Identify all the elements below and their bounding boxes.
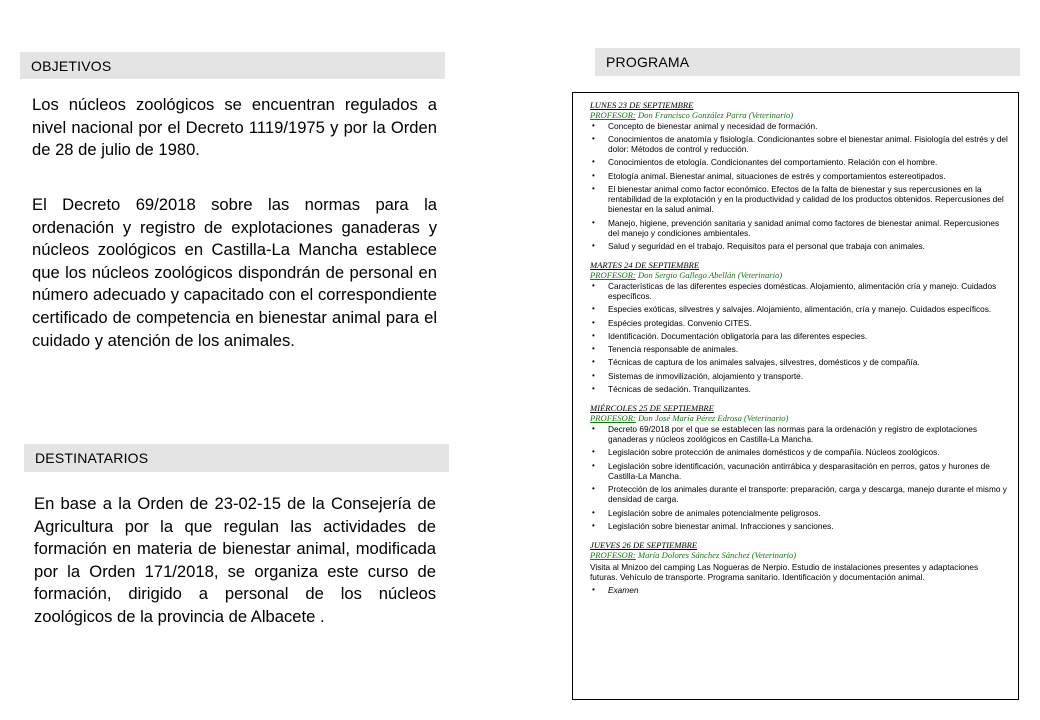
bullet-icon: • (592, 447, 595, 457)
objetivos-paragraph-2: El Decreto 69/2018 sobre las normas para la ordenación y registro de explotaciones ganaderas y núcleos zoológicos en Castilla-La Mancha establece que los núcleos zoológicos dispondrán de personal en número adecuado y capacitado con el correspondiente certificado de competencia en bienestar animal para el cuidado y atención de los animales. (32, 195, 437, 350)
bullet-icon: • (592, 317, 595, 327)
list-item-text: Identificación. Documentación obligatoria para las diferentes especies. (608, 330, 868, 341)
day-professor (590, 413, 1008, 424)
list-item-text: Legislación sobre identificación, vacunación antirrábica y desparasitación en perros, gatos y hurones de Castilla-La Mancha. (608, 460, 990, 481)
day-wednesday (590, 403, 1008, 531)
bullet-icon: • (592, 520, 595, 530)
professor-label: PROFESOR: (590, 550, 636, 561)
list-item-text: Legislación sobre de animales potencialmente peligrosos. (608, 507, 821, 518)
topic-list (590, 281, 1008, 394)
list-item-text: Sistemas de inmovilización, alojamiento y transporte. (608, 370, 804, 381)
list-item-text: Protección de los animales durante el transporte: preparación, carga y descarga, manejo durante el mismo y densidad de carga. (608, 484, 1007, 505)
professor-name: Don José María Pérez Edrosa (Veterinario) (635, 413, 789, 424)
list-item (590, 281, 1008, 301)
bullet-icon: • (592, 584, 595, 594)
destinatarios-title: DESTINATARIOS (35, 450, 149, 466)
objetivos-title: OBJETIVOS (31, 58, 112, 74)
day-monday (590, 100, 1008, 251)
list-item (590, 318, 1008, 328)
topic-list (590, 585, 1008, 595)
list-item (590, 371, 1008, 381)
list-item-text: Concepto de bienestar animal y necesidad de formación. (608, 120, 818, 131)
list-item-text: Legislación sobre protección de animales domésticos y de compañía. Núcleos zoológicos. (608, 447, 940, 458)
list-item-text: Técnicas de captura de los animales salvajes, silvestres, domésticos y de compañía. (608, 357, 920, 368)
list-item-text: Legislación sobre bienestar animal. Infracciones y sanciones. (608, 520, 834, 531)
professor-name: María Dolores Sánchez Sánchez (Veterinario) (635, 550, 797, 561)
list-item-text: Tenencia responsable de animales. (608, 344, 739, 355)
bullet-icon: • (592, 484, 595, 494)
professor-name: Don Francisco González Parra (Veterinario) (635, 110, 794, 120)
list-item-text: Conocimientos de etología. Condicionantes del comportamiento. Relación con el hombre. (608, 157, 938, 168)
bullet-icon: • (592, 170, 595, 180)
programa-header (595, 48, 1020, 76)
day-title: MARTES 24 DE SEPTIEMBRE (590, 260, 700, 271)
list-item-text: Etología animal. Bienestar animal, situaciones de estrés y comportamientos estereotipados. (608, 170, 946, 181)
list-item (590, 171, 1008, 181)
bullet-icon: • (592, 384, 595, 394)
list-item (590, 585, 1008, 595)
destinatarios-paragraph: En base a la Orden de 23-02-15 de la Consejería de Agricultura por la que regulan las actividades de formación en materia de bienestar animal, modificada por la Orden 171/2018, se organiza este curso de formación, dirigido a personal de los núcleos zoológicos de la provincia de Albacete . (34, 494, 436, 626)
list-item (590, 121, 1008, 131)
bullet-icon: • (592, 330, 595, 340)
day-title: LUNES 23 DE SEPTIEMBRE (590, 100, 694, 110)
list-item (590, 184, 1008, 215)
list-item-text: Técnicas de sedación. Tranquilizantes. (608, 384, 751, 395)
list-item-text: Conocimientos de anatomía y fisiología. Condicionantes sobre el bienestar animal. Fisiología del estrés y del dolor: Métodos de control y reducción. (608, 133, 1008, 154)
professor-label: PROFESOR: (590, 270, 636, 281)
bullet-icon: • (592, 133, 595, 143)
day-professor (590, 110, 1008, 121)
objetivos-header (20, 52, 445, 79)
bullet-icon: • (592, 357, 595, 367)
professor-name: Don Sergio Gallego Abellán (Veterinario) (635, 270, 783, 281)
list-item (590, 157, 1008, 167)
day-description: Visita al Mnizoo del camping Las Nogueras de Nerpio. Estudio de instalaciones presentes y adaptaciones futuras. Vehículo de transporte. Programa sanitario. Identificación y documentación animal. (590, 561, 979, 582)
list-item (590, 218, 1008, 238)
list-item (590, 241, 1008, 251)
bullet-icon: • (592, 217, 595, 227)
list-item (590, 357, 1008, 367)
day-tuesday (590, 260, 1008, 394)
list-item-text: Examen (608, 584, 639, 595)
bullet-icon: • (592, 423, 595, 433)
list-item (590, 508, 1008, 518)
topic-list (590, 121, 1008, 252)
bullet-icon: • (592, 507, 595, 517)
day-title: JUEVES 26 DE SEPTIEMBRE (590, 540, 698, 551)
list-item-text: Especies exóticas, silvestres y salvajes. Alojamiento, alimentación, cría y manejo. Cuidados específicos. (608, 304, 992, 315)
list-item (590, 424, 1008, 444)
bullet-icon: • (592, 370, 595, 380)
bullet-icon: • (592, 344, 595, 354)
bullet-icon: • (592, 183, 595, 193)
list-item (590, 461, 1008, 481)
list-item-text: Decreto 69/2018 por el que se establecen las normas para la ordenación y registro de explotaciones ganaderas y núcleos zoológicos en Castilla-La Mancha. (608, 423, 977, 444)
list-item (590, 521, 1008, 531)
day-thursday (590, 540, 1008, 595)
bullet-icon: • (592, 120, 595, 130)
destinatarios-header (24, 444, 449, 472)
list-item (590, 304, 1008, 314)
list-item-text: Características de las diferentes especies domésticas. Alojamiento, alimentación cría y manejo. Cuidados específicos. (608, 280, 997, 301)
list-item (590, 344, 1008, 354)
list-item-text: Salud y seguridad en el trabajo. Requisitos para el personal que trabaja con animales. (608, 241, 925, 252)
day-professor (590, 550, 1008, 561)
programa-title: PROGRAMA (606, 54, 690, 70)
bullet-icon: • (592, 304, 595, 314)
professor-label: PROFESOR: (590, 413, 636, 424)
list-item (590, 484, 1008, 504)
bullet-icon: • (592, 241, 595, 251)
list-item (590, 331, 1008, 341)
bullet-icon: • (592, 280, 595, 290)
list-item-text: Manejo, higiene, prevención sanitaria y sanidad animal como factores de bienestar animal. Repercusiones del manejo y condiciones ambientales. (608, 217, 1000, 238)
day-professor (590, 270, 1008, 281)
programa-box (572, 92, 1019, 700)
bullet-icon: • (592, 460, 595, 470)
list-item-text: El bienestar animal como factor económico. Efectos de la falta de bienestar y sus repercusiones en la rentabilidad de la explotación y en la productividad y calidad de los productos obtenidos. Repercusiones del bienestar en la salud animal. (608, 183, 1004, 215)
list-item (590, 447, 1008, 457)
bullet-icon: • (592, 157, 595, 167)
list-item (590, 384, 1008, 394)
objetivos-paragraph-1: Los núcleos zoológicos se encuentran regulados a nivel nacional por el Decreto 1119/1975 y por la Orden de 28 de julio de 1980. (32, 95, 437, 160)
list-item (590, 134, 1008, 154)
topic-list (590, 424, 1008, 531)
professor-label: PROFESOR: (590, 110, 636, 120)
day-title: MIÉRCOLES 25 DE SEPTIEMBRE (590, 403, 714, 414)
list-item-text: Espécies protegidas. Convenio CITES. (608, 317, 752, 328)
